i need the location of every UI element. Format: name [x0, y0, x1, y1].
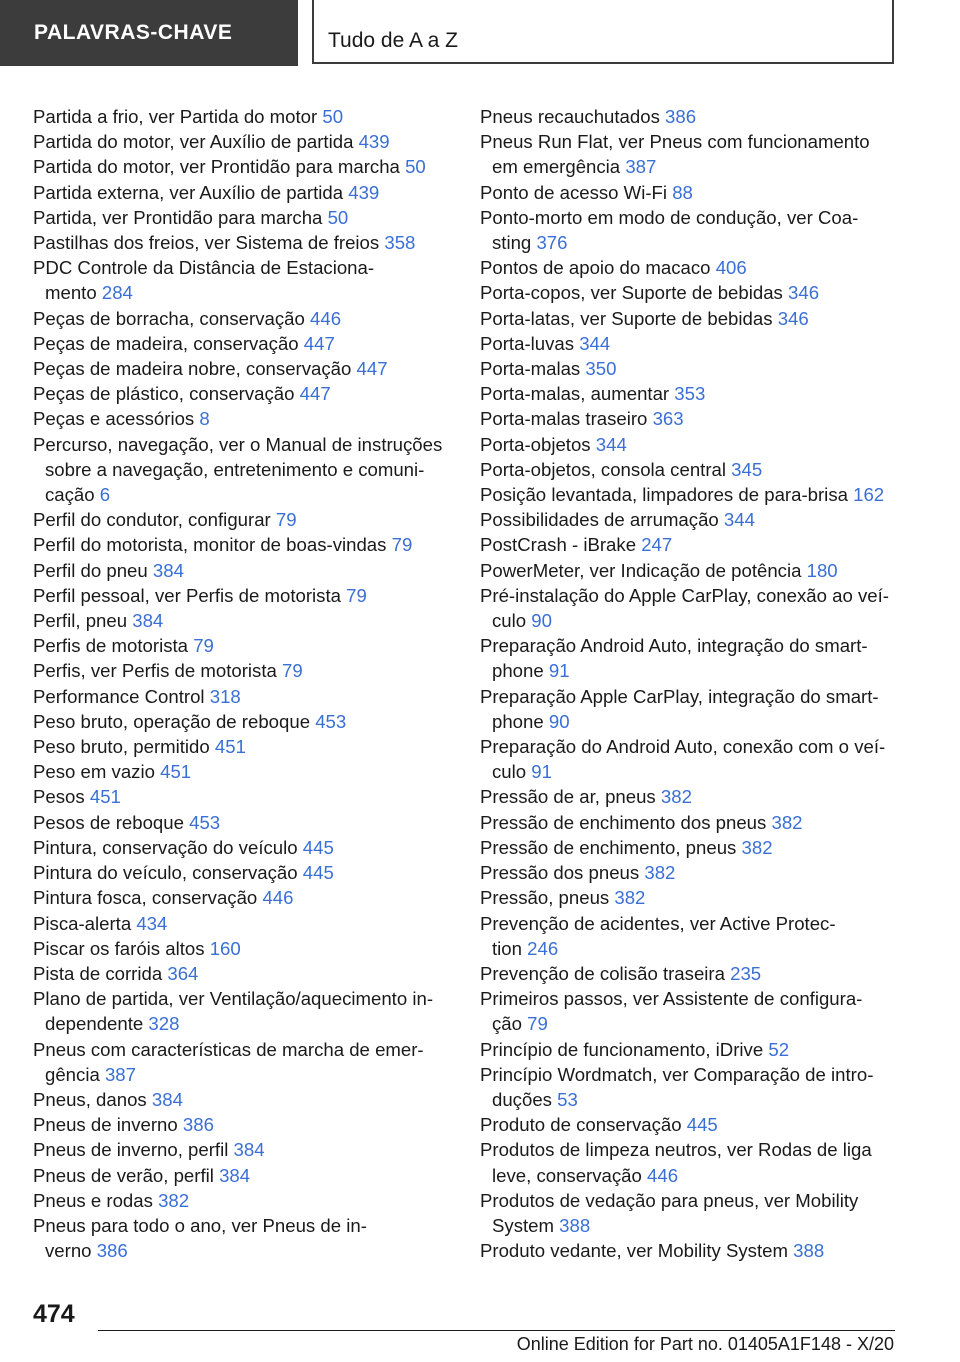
- page-link[interactable]: 53: [557, 1088, 578, 1110]
- page-link[interactable]: 328: [148, 1013, 180, 1035]
- page-header: [0, 0, 960, 66]
- page-link[interactable]: 384: [233, 1139, 265, 1161]
- index-entry: [33, 1213, 473, 1263]
- index-entry-text: Posição levantada, limpadores de para-brisa: [480, 484, 848, 506]
- index-entry: [33, 331, 473, 356]
- page-link[interactable]: 363: [652, 408, 684, 430]
- page-link[interactable]: 88: [672, 181, 693, 203]
- index-entry: [33, 180, 473, 205]
- page-link[interactable]: 445: [686, 1114, 718, 1136]
- index-entry: [480, 255, 920, 280]
- index-entry-text: Pneus recauchutados: [480, 106, 660, 127]
- index-entry: [33, 154, 473, 179]
- page-link[interactable]: 406: [715, 257, 747, 279]
- index-entry-text: Pressão de enchimento, pneus: [480, 836, 737, 858]
- edition-footer: Online Edition for Part no. 01405A1F148 - X/20: [516, 1334, 894, 1354]
- index-entry-text: Preparação Android Auto, integração do smart-: [480, 635, 868, 657]
- index-entry-text: Pré-instalação do Apple CarPlay, conexão ao veí-: [480, 584, 889, 606]
- index-entry-text: Ponto de acesso Wi-Fi: [480, 181, 668, 203]
- index-entry: [33, 860, 473, 885]
- index-entry: [480, 331, 920, 356]
- index-entry-text: Pressão, pneus: [480, 887, 610, 909]
- index-entry: [33, 1188, 473, 1213]
- index-entry-text: Porta-objetos, consola central: [480, 458, 726, 480]
- page-link[interactable]: 382: [741, 836, 773, 858]
- index-entry-text: Ponto-morto em modo de condução, ver Coa-: [480, 206, 859, 228]
- index-entry: [480, 885, 920, 910]
- index-entry-text: Percurso, navegação, ver o Manual de instruções: [33, 433, 443, 455]
- page-link[interactable]: 447: [303, 332, 335, 354]
- index-entry: [480, 507, 920, 532]
- page-link[interactable]: 384: [152, 559, 184, 581]
- index-entry: [480, 356, 920, 381]
- page-link[interactable]: 50: [327, 206, 349, 228]
- index-entry-text: Pintura, conservação do veículo: [33, 836, 298, 858]
- index-entry-text: Porta-malas, aumentar: [480, 383, 670, 405]
- page-link[interactable]: 50: [322, 106, 344, 127]
- index-entry-text: Partida, ver Prontidão para marcha: [33, 206, 323, 228]
- index-entry-text: Pastilhas dos freios, ver Sistema de freios: [33, 232, 380, 254]
- index-entry-text: Pisca-alerta: [33, 912, 132, 934]
- index-entry-text: Pneus para todo o ano, ver Pneus de in-: [33, 1214, 367, 1236]
- page-link[interactable]: 388: [793, 1240, 825, 1262]
- index-entry: [33, 759, 473, 784]
- index-entry-text: Produto de conservação: [480, 1114, 682, 1136]
- page-link[interactable]: 382: [158, 1189, 190, 1211]
- index-entry-text: culo: [492, 761, 527, 783]
- page-link[interactable]: 52: [768, 1038, 790, 1060]
- index-entry-text: Performance Control: [33, 685, 205, 707]
- page-link[interactable]: 79: [275, 509, 297, 531]
- page-link[interactable]: 247: [641, 534, 673, 556]
- index-entry-text: Pressão de ar, pneus: [480, 786, 656, 808]
- page-link[interactable]: 445: [302, 862, 334, 884]
- index-entry-text: sobre a navegação, entretenimento e comuni-: [45, 458, 425, 480]
- index-entry-text: Porta-latas, ver Suporte de bebidas: [480, 307, 773, 329]
- index-entry-text: Produtos de vedação para pneus, ver Mobility: [480, 1189, 859, 1211]
- index-entry-text: Perfil do motorista, monitor de boas-vindas: [33, 534, 387, 556]
- index-entry: [33, 1037, 473, 1087]
- index-entry-text: Perfis, ver Perfis de motorista: [33, 660, 277, 682]
- section-tab: PALAVRAS-CHAVE: [0, 0, 298, 66]
- page-link[interactable]: 434: [136, 912, 168, 934]
- index-entry-text: Porta-copos, ver Suporte de bebidas: [480, 282, 783, 304]
- index-entry-text: dependente: [45, 1013, 144, 1035]
- index-entry: [33, 608, 473, 633]
- page-link[interactable]: 6: [99, 484, 111, 506]
- index-entry-text: Peso bruto, permitido: [33, 736, 210, 758]
- index-entry-text: Peças de madeira, conservação: [33, 332, 299, 354]
- index-entry-text: Porta-objetos: [480, 433, 591, 455]
- index-entry-text: Princípio Wordmatch, ver Comparação de intro-: [480, 1063, 874, 1085]
- index-entry-text: Possibilidades de arrumação: [480, 509, 719, 531]
- index-entry: [33, 684, 473, 709]
- page-link[interactable]: 180: [806, 559, 838, 581]
- index-entry-text: Perfis de motorista: [33, 635, 189, 657]
- index-entry: [480, 432, 920, 457]
- index-entry: [33, 936, 473, 961]
- index-entry: [33, 507, 473, 532]
- index-entry-text: Perfil do condutor, configurar: [33, 509, 271, 531]
- index-entry-text: em emergência: [492, 156, 621, 178]
- page-link[interactable]: 344: [595, 433, 627, 455]
- index-entry-text: Perfil pessoal, ver Perfis de motorista: [33, 584, 341, 606]
- page-link[interactable]: 382: [614, 887, 646, 909]
- index-entry-text: Pesos de reboque: [33, 811, 184, 833]
- index-entry-text: cação: [45, 484, 95, 506]
- index-entry-text: Prevenção de colisão traseira: [480, 962, 725, 984]
- page-link[interactable]: 376: [536, 232, 568, 254]
- page-link[interactable]: 439: [358, 131, 390, 153]
- index-entry: [33, 381, 473, 406]
- index-entry-text: Peças de plástico, conservação: [33, 383, 295, 405]
- page-link[interactable]: 447: [356, 358, 388, 380]
- page-link[interactable]: 447: [299, 383, 331, 405]
- page-link[interactable]: 446: [262, 887, 294, 909]
- page-link[interactable]: 387: [625, 156, 657, 178]
- index-entry: [33, 1163, 473, 1188]
- index-entry: [33, 104, 473, 129]
- index-entry: [480, 381, 920, 406]
- index-entry: [480, 860, 920, 885]
- index-entry-text: phone: [492, 660, 544, 682]
- index-entry: [33, 129, 473, 154]
- index-entry: [480, 457, 920, 482]
- index-entry: [480, 205, 920, 255]
- page-link[interactable]: 318: [209, 685, 241, 707]
- index-entry: [33, 1087, 473, 1112]
- index-entry: [480, 406, 920, 431]
- page-number: 474: [33, 1300, 75, 1328]
- page-link[interactable]: 346: [777, 307, 809, 329]
- index-entry-text: Pesos: [33, 786, 85, 808]
- index-entry-text: Pneus de verão, perfil: [33, 1164, 214, 1186]
- index-entry: [33, 1137, 473, 1162]
- index-entry: [480, 482, 920, 507]
- index-entry-text: Porta-malas traseiro: [480, 408, 648, 430]
- page-link[interactable]: 79: [346, 584, 367, 606]
- index-entry: [480, 129, 920, 179]
- chapter-title: Tudo de A a Z: [312, 0, 894, 64]
- index-entry-text: Preparação Apple CarPlay, integração do smart-: [480, 685, 879, 707]
- index-column-left: [33, 104, 473, 1263]
- page-link[interactable]: 386: [182, 1114, 214, 1136]
- page-link[interactable]: 345: [731, 458, 763, 480]
- index-entry: [33, 986, 473, 1036]
- page-link[interactable]: 453: [315, 710, 347, 732]
- index-entry: [480, 280, 920, 305]
- index-entry: [480, 633, 920, 683]
- index-entry: [33, 835, 473, 860]
- index-entry-text: Produtos de limpeza neutros, ver Rodas de liga: [480, 1139, 872, 1161]
- page-link[interactable]: 451: [214, 736, 246, 758]
- index-entry-text: Peças de borracha, conservação: [33, 307, 305, 329]
- page-link[interactable]: 451: [89, 786, 121, 808]
- index-entry: [480, 1188, 920, 1238]
- index-entry-text: Pista de corrida: [33, 962, 163, 984]
- index-entry-text: Pontos de apoio do macaco: [480, 257, 711, 279]
- page-link[interactable]: 388: [559, 1214, 591, 1236]
- index-entry-text: Pintura fosca, conservação: [33, 887, 258, 909]
- index-entry-text: Partida do motor, ver Prontidão para marcha: [33, 156, 400, 178]
- page-link[interactable]: 346: [788, 282, 820, 304]
- index-entry: [33, 961, 473, 986]
- index-entry-text: Pressão dos pneus: [480, 862, 640, 884]
- index-entry: [480, 583, 920, 633]
- index-entry-text: Pressão de enchimento dos pneus: [480, 811, 767, 833]
- index-entry: [33, 709, 473, 734]
- index-entry: [33, 583, 473, 608]
- index-entry-text: Peso em vazio: [33, 761, 155, 783]
- index-entry: [33, 885, 473, 910]
- page-link[interactable]: 246: [527, 937, 559, 959]
- page-link[interactable]: 382: [644, 862, 676, 884]
- index-entry-text: Pneus, danos: [33, 1088, 147, 1110]
- index-entry: [480, 558, 920, 583]
- index-entry-text: Pintura do veículo, conservação: [33, 862, 298, 884]
- index-entry: [480, 784, 920, 809]
- page-link[interactable]: 387: [104, 1063, 136, 1085]
- page-link[interactable]: 382: [771, 811, 803, 833]
- index-entry-text: culo: [492, 610, 527, 632]
- index-entry-text: leve, conservação: [492, 1164, 642, 1186]
- index-entry: [480, 986, 920, 1036]
- index-entry-text: Partida do motor, ver Auxílio de partida: [33, 131, 354, 153]
- page-link[interactable]: 344: [579, 332, 611, 354]
- index-entry-text: sting: [492, 232, 532, 254]
- index-entry: [33, 558, 473, 583]
- index-entry: [33, 633, 473, 658]
- page-link[interactable]: 384: [219, 1164, 251, 1186]
- index-entry: [480, 1137, 920, 1187]
- index-entry-text: Perfil, pneu: [33, 610, 128, 632]
- page-link[interactable]: 79: [527, 1013, 548, 1035]
- index-entry: [480, 532, 920, 557]
- index-entry: [33, 230, 473, 255]
- page-link[interactable]: 384: [132, 610, 164, 632]
- index-entry-text: Primeiros passos, ver Assistente de configura-: [480, 988, 863, 1010]
- index-entry: [33, 911, 473, 936]
- page-link[interactable]: 439: [348, 181, 380, 203]
- footer-divider: [98, 1330, 895, 1331]
- index-entry: [480, 306, 920, 331]
- index-entry-text: PowerMeter, ver Indicação de potência: [480, 559, 802, 581]
- index-entry-text: phone: [492, 710, 544, 732]
- index-entry-text: ção: [492, 1013, 522, 1035]
- index-entry: [33, 306, 473, 331]
- index-entry-text: Piscar os faróis altos: [33, 937, 205, 959]
- index-entry: [33, 734, 473, 759]
- index-entry: [33, 255, 473, 305]
- index-entry: [33, 784, 473, 809]
- index-entry: [33, 1112, 473, 1137]
- index-entry-text: Peso bruto, operação de reboque: [33, 710, 311, 732]
- page-link[interactable]: 386: [96, 1240, 128, 1262]
- page-link[interactable]: 446: [647, 1164, 679, 1186]
- page-link[interactable]: 90: [548, 710, 570, 732]
- page-link[interactable]: 90: [531, 610, 552, 632]
- index-entry-text: Produto vedante, ver Mobility System: [480, 1240, 788, 1262]
- page-link[interactable]: 160: [209, 937, 241, 959]
- page-link[interactable]: 91: [548, 660, 570, 682]
- page-link[interactable]: 8: [199, 408, 210, 430]
- page-link[interactable]: 79: [282, 660, 303, 682]
- index-entry: [480, 104, 920, 129]
- page-link[interactable]: 451: [160, 761, 192, 783]
- page-link[interactable]: 386: [665, 106, 697, 127]
- index-entry: [480, 1037, 920, 1062]
- index-entry-text: Partida a frio, ver Partida do motor: [33, 106, 318, 127]
- index-entry-text: Peças de madeira nobre, conservação: [33, 358, 352, 380]
- index-entry-text: Perfil do pneu: [33, 559, 148, 581]
- page-link[interactable]: 364: [167, 962, 199, 984]
- index-entry: [480, 180, 920, 205]
- index-entry-text: Pneus de inverno: [33, 1114, 178, 1136]
- page-link[interactable]: 162: [853, 484, 885, 506]
- index-entry: [480, 1112, 920, 1137]
- index-entry-text: gência: [45, 1063, 100, 1085]
- page-link[interactable]: 79: [391, 534, 413, 556]
- index-entry-text: Pneus Run Flat, ver Pneus com funcionamento: [480, 131, 870, 153]
- page-link[interactable]: 350: [585, 358, 617, 380]
- index-entry-text: Partida externa, ver Auxílio de partida: [33, 181, 344, 203]
- page-link[interactable]: 453: [189, 811, 221, 833]
- index-entry: [33, 658, 473, 683]
- index-entry-text: Porta-luvas: [480, 332, 575, 354]
- index-entry-text: Plano de partida, ver Ventilação/aquecimento in-: [33, 988, 434, 1010]
- page-link[interactable]: 50: [405, 156, 426, 178]
- index-entry: [480, 1062, 920, 1112]
- index-entry-text: Preparação do Android Auto, conexão com o veí-: [480, 736, 886, 758]
- index-entry: [480, 734, 920, 784]
- index-entry-text: duções: [492, 1088, 552, 1110]
- index-entry: [33, 406, 473, 431]
- page-link[interactable]: 284: [101, 282, 133, 304]
- index-entry-text: System: [492, 1214, 554, 1236]
- page-link[interactable]: 344: [723, 509, 755, 531]
- page-link[interactable]: 446: [310, 307, 342, 329]
- index-entry-text: PostCrash - iBrake: [480, 534, 637, 556]
- page-link[interactable]: 235: [730, 962, 762, 984]
- index-entry-text: Peças e acessórios: [33, 408, 195, 430]
- index-entry: [480, 1238, 920, 1263]
- index-entry-text: Pneus de inverno, perfil: [33, 1139, 229, 1161]
- page-link[interactable]: 353: [674, 383, 706, 405]
- index-entry-text: verno: [45, 1240, 92, 1262]
- index-entry-text: PDC Controle da Distância de Estaciona-: [33, 257, 375, 279]
- index-entry-text: Princípio de funcionamento, iDrive: [480, 1038, 764, 1060]
- index-entry: [480, 810, 920, 835]
- index-entry-text: Pneus e rodas: [33, 1189, 153, 1211]
- index-entry-text: tion: [492, 937, 522, 959]
- index-entry: [480, 835, 920, 860]
- page-link[interactable]: 384: [151, 1088, 183, 1110]
- index-entry: [33, 432, 473, 508]
- index-entry-text: Porta-malas: [480, 358, 581, 380]
- index-entry: [480, 911, 920, 961]
- index-entry-text: Pneus com características de marcha de emer-: [33, 1038, 424, 1060]
- page-link[interactable]: 79: [193, 635, 214, 657]
- page-link[interactable]: 358: [384, 232, 416, 254]
- index-entry-text: Prevenção de acidentes, ver Active Protec-: [480, 912, 836, 934]
- index-entry: [33, 205, 473, 230]
- page-link[interactable]: 445: [302, 836, 334, 858]
- page-link[interactable]: 382: [660, 786, 692, 808]
- index-entry: [480, 961, 920, 986]
- index-entry: [33, 356, 473, 381]
- index-entry: [33, 532, 473, 557]
- index-column-right: [480, 104, 920, 1263]
- index-entry-text: mento: [45, 282, 97, 304]
- index-entry: [480, 684, 920, 734]
- index-entry: [33, 810, 473, 835]
- page-link[interactable]: 91: [531, 761, 552, 783]
